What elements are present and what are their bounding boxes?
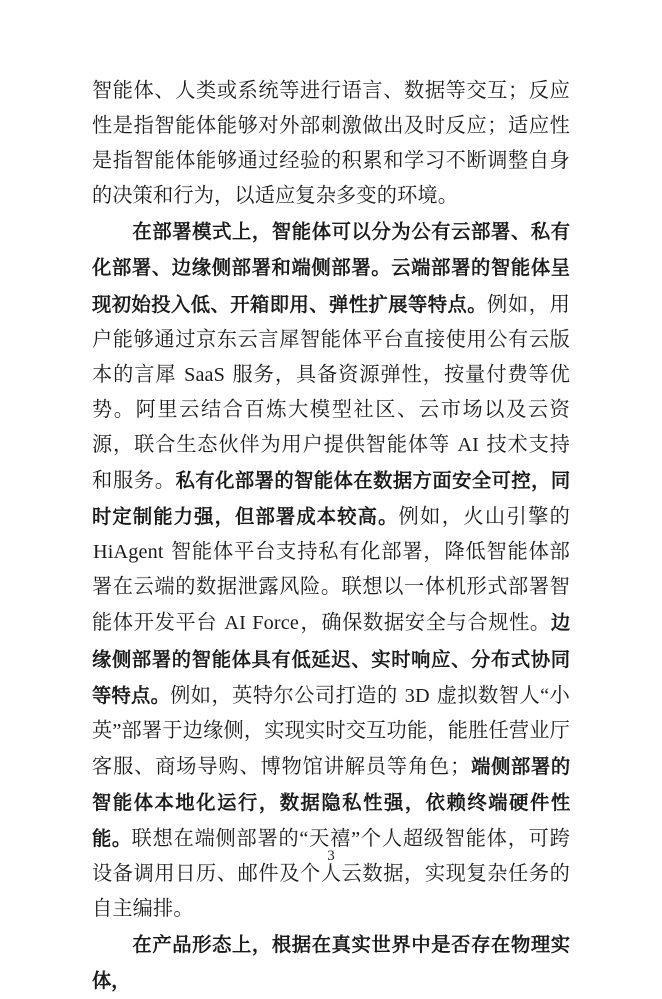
para-continued-definition	[92, 74, 570, 214]
text-run-1-4: AI	[457, 433, 480, 456]
text-run-1-14: 3D	[404, 684, 430, 707]
bold-run-2-0: 在产品形态上，根据在真实世界中是否存在物理实体，	[92, 933, 570, 993]
text-run-1-13: 例如，英特尔公司打造的	[170, 684, 404, 707]
text-run-1-10: AI Force	[224, 612, 299, 635]
text-run-1-7: 例如，火山引擎的	[398, 506, 571, 529]
text-run-1-8: HiAgent	[93, 541, 164, 564]
text-run-1-9: 智能体平台支持私有化部署，降低智能体部署在云端的数据泄露风险。联想以一体机形式部署智能体开发平台	[92, 541, 570, 635]
text-run-0-0: 智能体、人类或系统等进行语言、数据等交互；反应性是指智能体能够对外部刺激做出及时反应；适应性是指智能体能够通过经验的积累和学习不断调整自身的决策和行为，以适应复杂多变的环境。	[92, 80, 570, 208]
text-run-1-2: SaaS	[184, 363, 226, 386]
text-run-1-15: 虚拟数智人“小英”部署于边缘侧，实现实时交互功能，能胜任营业厅客服、商场导购、博物馆讲解员等角色；	[92, 684, 570, 778]
para-product-forms	[92, 927, 570, 999]
text-run-1-17: 联想在端侧部署的“天禧”个人超级智能体，可跨设备调用日历、邮件及个人云数据，实现复杂任务的自主编排。	[92, 827, 570, 921]
text-run-1-1: 例如，用户能够通过京东云言犀智能体平台直接使用公有云版本的言犀	[92, 293, 571, 386]
text-run-1-11: ，确保数据安全与合规性。	[299, 612, 551, 635]
bold-run-1-16: 端侧部署的智能体本地化运行，数据隐私性强，依赖终端硬件性能。	[92, 754, 570, 850]
text-run-1-3: 服务，具备资源弹性，按量付费等优势。阿里云结合百炼大模型社区、云市场以及云资源，联合生态伙伴为用户提供智能体等	[92, 363, 570, 456]
text-run-1-5: 技术支持和服务。	[92, 433, 570, 493]
bold-run-1-0: 在部署模式上，智能体可以分为公有云部署、私有化部署、边缘侧部署和端侧部署。云端部署的智能体呈现初始投入低、开箱即用、弹性扩展等特点。	[92, 220, 570, 316]
bold-run-1-12: 边缘侧部署的智能体具有低延迟、实时响应、分布式协同等特点。	[92, 611, 570, 707]
bold-run-1-6: 私有化部署的智能体在数据方面安全可控，同时定制能力强，但部署成本较高。	[92, 469, 571, 529]
page-number: 3	[327, 848, 335, 864]
para-deployment-modes	[92, 214, 570, 927]
